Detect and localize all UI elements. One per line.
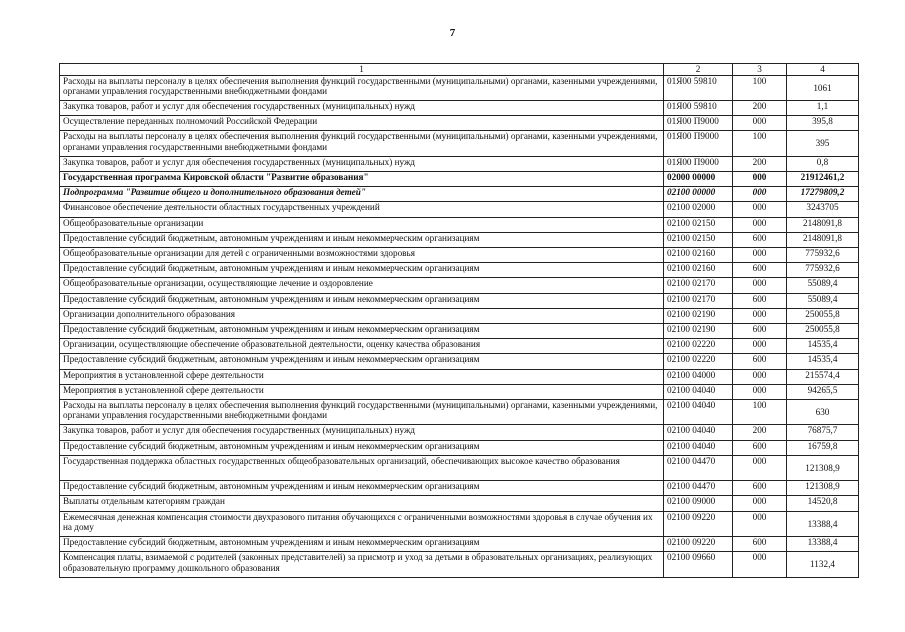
- row-code-cell: 02100 04040: [664, 384, 733, 399]
- row-amount-cell: 14520,8: [787, 496, 859, 511]
- row-type-cell: 000: [733, 187, 787, 202]
- row-code-cell: 02000 00000: [664, 172, 733, 187]
- row-amount-cell: 215574,4: [787, 369, 859, 384]
- row-amount-cell: 17279809,2: [787, 187, 859, 202]
- row-code-cell: 02100 04040: [664, 425, 733, 440]
- row-name-cell: Расходы на выплаты персоналу в целях обеспечения выполнения функций государственными (муниципальными) органами, казенными учреждениями, органами управления государственными внебюджетными фондами: [60, 75, 664, 101]
- row-amount-cell: 2148091,8: [787, 217, 859, 232]
- table-row: [60, 75, 859, 101]
- row-name-cell: Предоставление субсидий бюджетным, автономным учреждениям и иным некоммерческим организациям: [60, 354, 664, 369]
- row-code-cell: 02100 02190: [664, 308, 733, 323]
- row-amount-cell: 3243705: [787, 202, 859, 217]
- row-name-cell: Государственная поддержка областных государственных общеобразовательных организаций, обеспечивающих высокое качество образования: [60, 455, 664, 481]
- table-row: [60, 339, 859, 354]
- header-col-3: 3: [733, 64, 787, 76]
- table-row: [60, 440, 859, 455]
- row-name-cell: Подпрограмма "Развитие общего и дополнительного образования детей": [60, 187, 664, 202]
- row-type-cell: 100: [733, 75, 787, 101]
- row-code-cell: 02100 00000: [664, 187, 733, 202]
- row-code-cell: 01Я00 П9000: [664, 156, 733, 171]
- row-name-cell: Организации дополнительного образования: [60, 308, 664, 323]
- row-amount-cell: 2148091,8: [787, 232, 859, 247]
- table-row: [60, 187, 859, 202]
- table-header-row: [60, 64, 859, 76]
- row-type-cell: 000: [733, 278, 787, 293]
- row-type-cell: 100: [733, 131, 787, 157]
- row-name-cell: Мероприятия в установленной сфере деятельности: [60, 384, 664, 399]
- table-row: [60, 202, 859, 217]
- row-type-cell: 000: [733, 217, 787, 232]
- row-code-cell: 02100 02150: [664, 232, 733, 247]
- row-type-cell: 600: [733, 263, 787, 278]
- page-number: 7: [449, 27, 456, 39]
- row-name-cell: Выплаты отдельным категориям граждан: [60, 496, 664, 511]
- row-name-cell: Закупка товаров, работ и услуг для обеспечения государственных (муниципальных) нужд: [60, 425, 664, 440]
- row-name-cell: Расходы на выплаты персоналу в целях обеспечения выполнения функций государственными (муниципальными) органами, казенными учреждениями, органами управления государственными внебюджетными фондами: [60, 131, 664, 157]
- table-row: [60, 131, 859, 157]
- row-amount-cell: 0,8: [787, 156, 859, 171]
- row-amount-cell: 1,1: [787, 101, 859, 116]
- row-type-cell: 000: [733, 369, 787, 384]
- row-code-cell: 02100 02170: [664, 278, 733, 293]
- row-amount-cell: 13388,4: [787, 511, 859, 537]
- row-name-cell: Предоставление субсидий бюджетным, автономным учреждениям и иным некоммерческим организациям: [60, 293, 664, 308]
- table-row: [60, 101, 859, 116]
- row-amount-cell: 250055,8: [787, 308, 859, 323]
- row-code-cell: 02100 04470: [664, 481, 733, 496]
- row-amount-cell: 250055,8: [787, 323, 859, 338]
- row-name-cell: Предоставление субсидий бюджетным, автономным учреждениям и иным некоммерческим организациям: [60, 440, 664, 455]
- table-row: [60, 552, 859, 578]
- row-code-cell: 02100 09220: [664, 511, 733, 537]
- row-amount-cell: 395,8: [787, 116, 859, 131]
- row-name-cell: Предоставление субсидий бюджетным, автономным учреждениям и иным некоммерческим организациям: [60, 537, 664, 552]
- row-type-cell: 600: [733, 354, 787, 369]
- table-row: [60, 384, 859, 399]
- row-type-cell: 000: [733, 384, 787, 399]
- budget-table: [59, 63, 859, 578]
- row-type-cell: 600: [733, 481, 787, 496]
- row-amount-cell: 94265,5: [787, 384, 859, 399]
- row-name-cell: Государственная программа Кировской области "Развитие образования": [60, 172, 664, 187]
- row-code-cell: 02100 04040: [664, 399, 733, 425]
- row-code-cell: 02100 02190: [664, 323, 733, 338]
- row-code-cell: 02100 02220: [664, 354, 733, 369]
- row-name-cell: Предоставление субсидий бюджетным, автономным учреждениям и иным некоммерческим организациям: [60, 481, 664, 496]
- row-type-cell: 600: [733, 293, 787, 308]
- row-code-cell: 02100 02220: [664, 339, 733, 354]
- row-type-cell: 000: [733, 339, 787, 354]
- row-code-cell: 02100 02160: [664, 248, 733, 263]
- row-name-cell: Расходы на выплаты персоналу в целях обеспечения выполнения функций государственными (муниципальными) органами, казенными учреждениями, органами управления государственными внебюджетными фондами: [60, 399, 664, 425]
- row-name-cell: Общеобразовательные организации, осуществляющие лечение и оздоровление: [60, 278, 664, 293]
- row-code-cell: 02100 09220: [664, 537, 733, 552]
- row-amount-cell: 630: [787, 399, 859, 425]
- row-code-cell: 02100 02160: [664, 263, 733, 278]
- table-row: [60, 496, 859, 511]
- row-name-cell: Ежемесячная денежная компенсация стоимости двухразового питания обучающихся с ограниченными возможностями здоровья в случае обучения их на дому: [60, 511, 664, 537]
- row-name-cell: Общеобразовательные организации: [60, 217, 664, 232]
- header-col-1: 1: [60, 64, 664, 76]
- row-name-cell: Предоставление субсидий бюджетным, автономным учреждениям и иным некоммерческим организациям: [60, 263, 664, 278]
- table-row: [60, 232, 859, 247]
- row-code-cell: 02100 02170: [664, 293, 733, 308]
- table-row: [60, 354, 859, 369]
- table-row: [60, 323, 859, 338]
- row-code-cell: 02100 04000: [664, 369, 733, 384]
- row-code-cell: 02100 02000: [664, 202, 733, 217]
- row-name-cell: Предоставление субсидий бюджетным, автономным учреждениям и иным некоммерческим организациям: [60, 232, 664, 247]
- header-col-2: 2: [664, 64, 733, 76]
- row-code-cell: 02100 02150: [664, 217, 733, 232]
- row-amount-cell: 775932,6: [787, 248, 859, 263]
- row-type-cell: 000: [733, 116, 787, 131]
- table-row: [60, 308, 859, 323]
- row-type-cell: 200: [733, 101, 787, 116]
- row-amount-cell: 16759,8: [787, 440, 859, 455]
- row-name-cell: Мероприятия в установленной сфере деятельности: [60, 369, 664, 384]
- row-amount-cell: 775932,6: [787, 263, 859, 278]
- row-type-cell: 600: [733, 537, 787, 552]
- row-amount-cell: 55089,4: [787, 278, 859, 293]
- table-row: [60, 263, 859, 278]
- row-amount-cell: 395: [787, 131, 859, 157]
- table-row: [60, 278, 859, 293]
- row-type-cell: 100: [733, 399, 787, 425]
- table-row: [60, 116, 859, 131]
- table-row: [60, 399, 859, 425]
- row-amount-cell: 55089,4: [787, 293, 859, 308]
- row-type-cell: 200: [733, 156, 787, 171]
- row-type-cell: 000: [733, 496, 787, 511]
- row-type-cell: 200: [733, 425, 787, 440]
- table-row: [60, 217, 859, 232]
- row-type-cell: 600: [733, 323, 787, 338]
- row-name-cell: Закупка товаров, работ и услуг для обеспечения государственных (муниципальных) нужд: [60, 156, 664, 171]
- row-amount-cell: 1061: [787, 75, 859, 101]
- row-type-cell: 000: [733, 511, 787, 537]
- row-code-cell: 02100 04040: [664, 440, 733, 455]
- row-amount-cell: 76875,7: [787, 425, 859, 440]
- table-row: [60, 369, 859, 384]
- row-code-cell: 01Я00 П9000: [664, 131, 733, 157]
- row-name-cell: Предоставление субсидий бюджетным, автономным учреждениям и иным некоммерческим организациям: [60, 323, 664, 338]
- row-code-cell: 01Я00 59810: [664, 75, 733, 101]
- row-type-cell: 000: [733, 172, 787, 187]
- table-row: [60, 425, 859, 440]
- row-name-cell: Общеобразовательные организации для детей с ограниченными возможностями здоровья: [60, 248, 664, 263]
- row-name-cell: Компенсация платы, взимаемой с родителей (законных представителей) за присмотр и уход за детьми в образовательных организациях, реализующих образовательную программу дошкольного образования: [60, 552, 664, 578]
- row-code-cell: 01Я00 59810: [664, 101, 733, 116]
- row-amount-cell: 21912461,2: [787, 172, 859, 187]
- row-type-cell: 000: [733, 308, 787, 323]
- row-amount-cell: 14535,4: [787, 354, 859, 369]
- row-type-cell: 000: [733, 202, 787, 217]
- row-amount-cell: 121308,9: [787, 481, 859, 496]
- row-code-cell: 01Я00 П9000: [664, 116, 733, 131]
- header-col-4: 4: [787, 64, 859, 76]
- row-code-cell: 02100 04470: [664, 455, 733, 481]
- table-row: [60, 481, 859, 496]
- row-type-cell: 000: [733, 455, 787, 481]
- table-row: [60, 156, 859, 171]
- row-amount-cell: 13388,4: [787, 537, 859, 552]
- row-amount-cell: 1132,4: [787, 552, 859, 578]
- row-type-cell: 600: [733, 232, 787, 247]
- row-code-cell: 02100 09660: [664, 552, 733, 578]
- row-code-cell: 02100 09000: [664, 496, 733, 511]
- table-row: [60, 172, 859, 187]
- table-row: [60, 293, 859, 308]
- table-row: [60, 455, 859, 481]
- row-amount-cell: 121308,9: [787, 455, 859, 481]
- row-name-cell: Организации, осуществляющие обеспечение образовательной деятельности, оценку качества образования: [60, 339, 664, 354]
- table-row: [60, 511, 859, 537]
- row-type-cell: 000: [733, 552, 787, 578]
- row-type-cell: 000: [733, 248, 787, 263]
- table-row: [60, 537, 859, 552]
- row-amount-cell: 14535,4: [787, 339, 859, 354]
- row-name-cell: Осуществление переданных полномочий Российской Федерации: [60, 116, 664, 131]
- row-type-cell: 600: [733, 440, 787, 455]
- row-name-cell: Закупка товаров, работ и услуг для обеспечения государственных (муниципальных) нужд: [60, 101, 664, 116]
- row-name-cell: Финансовое обеспечение деятельности областных государственных учреждений: [60, 202, 664, 217]
- table-row: [60, 248, 859, 263]
